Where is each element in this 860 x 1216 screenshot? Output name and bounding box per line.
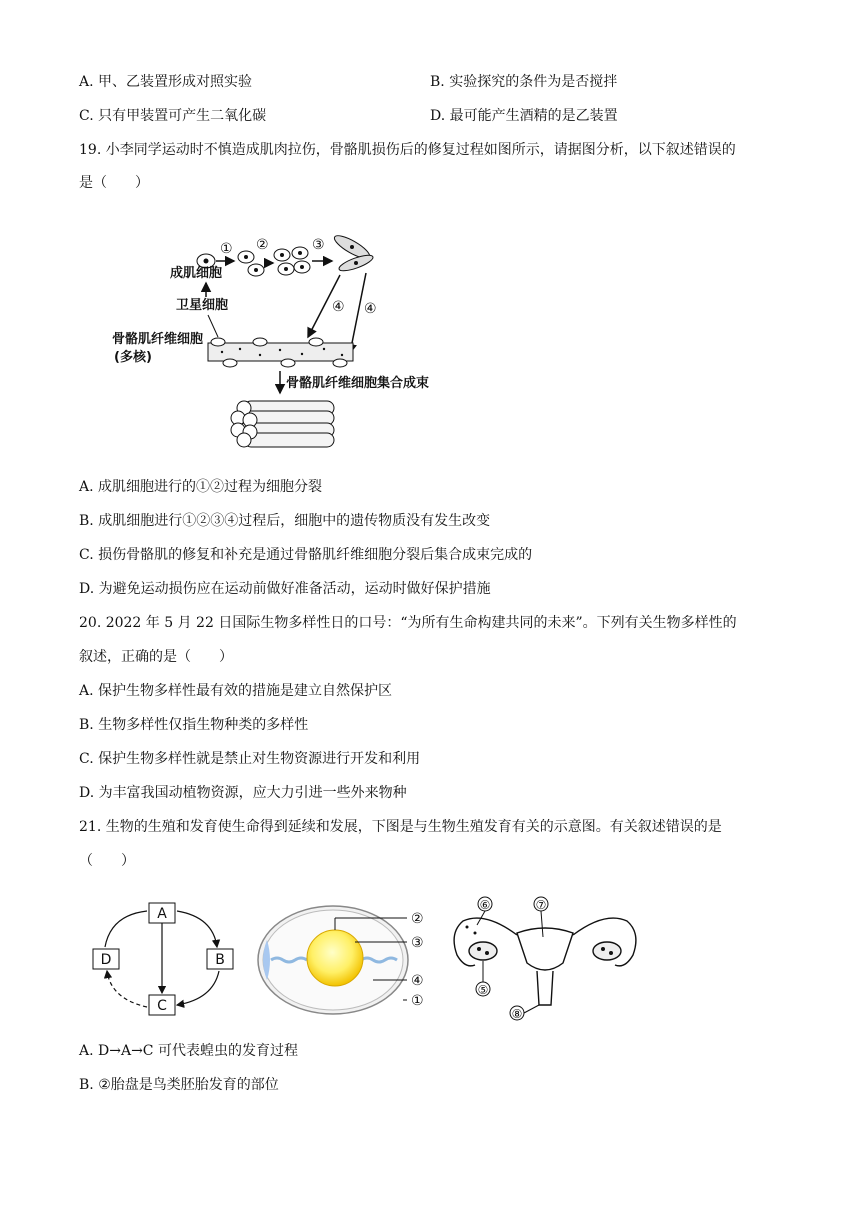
- ovary-right: [593, 942, 621, 960]
- q18-option-d: D. 最可能产生酒精的是乙装置: [430, 108, 618, 124]
- q20-stem-line1: 20. 2022 年 5 月 22 日国际生物多样性日的口号：“为所有生命构建共同的未来”。下列有关生物多样性的: [79, 615, 737, 631]
- ovary-left: [469, 942, 497, 960]
- q18-option-a: A. 甲、乙装置形成对照实验: [79, 74, 253, 90]
- organ-label-8: ⑧: [511, 1007, 523, 1021]
- arrow-c-to-d-dashed: [107, 971, 147, 1007]
- label-step-3: ③: [312, 237, 325, 253]
- arrow-d-to-a: [105, 911, 147, 947]
- q21-option-b: B. ②胎盘是鸟类胚胎发育的部位: [79, 1077, 279, 1093]
- stage-label-d: D: [100, 952, 112, 968]
- muscle-repair-figure: [110, 225, 450, 455]
- q19-stem-line1: 19. 小李同学运动时不慎造成肌肉拉伤，骨骼肌损伤后的修复过程如图所示，请据图分析，以下叙述错误的: [79, 142, 736, 158]
- female-reproductive-diagram: [445, 893, 645, 1023]
- q20-option-b: B. 生物多样性仅指生物种类的多样性: [79, 717, 309, 733]
- muscle-fiber-cell: [208, 338, 353, 367]
- bird-egg-diagram: [255, 900, 435, 1020]
- organ-label-5: ⑤: [477, 983, 489, 997]
- egg-label-1: ①: [411, 993, 424, 1009]
- vagina: [537, 971, 553, 1005]
- q20-option-d: D. 为丰富我国动植物资源，应大力引进一些外来物种: [79, 785, 407, 801]
- label-fiber-bundle: 骨骼肌纤维细胞集合成束: [286, 376, 430, 391]
- q21-stem-line1: 21. 生物的生殖和发育使生命得到延续和发展，下图是与生物生殖发育有关的示意图。有关叙述错误的是: [79, 819, 722, 835]
- q20-option-c: C. 保护生物多样性就是禁止对生物资源进行开发和利用: [79, 751, 421, 767]
- q20-stem-line2: 叙述，正确的是（ ）: [79, 649, 233, 665]
- label-step-1: ①: [220, 241, 233, 257]
- arrow-b-to-c: [177, 971, 219, 1005]
- q19-option-b: B. 成肌细胞进行①②③④过程后，细胞中的遗传物质没有发生改变: [79, 513, 491, 529]
- q20-option-a: A. 保护生物多样性最有效的措施是建立自然保护区: [79, 683, 393, 699]
- uterus: [517, 928, 573, 970]
- q21-stem-line2: （ ）: [79, 853, 135, 869]
- stage-label-a: A: [157, 906, 167, 922]
- q19-option-c: C. 损伤骨骼肌的修复和补充是通过骨骼肌纤维细胞分裂后集合成束完成的: [79, 547, 533, 563]
- egg-label-2: ②: [411, 911, 424, 927]
- pointer-satellite: [208, 315, 218, 337]
- q18-option-c: C. 只有甲装置可产生二氧化碳: [79, 108, 267, 124]
- myoblast-group: [274, 247, 310, 275]
- label-step-4b: ④: [364, 301, 377, 317]
- q18-option-b: B. 实验探究的条件为是否搅拌: [430, 74, 618, 90]
- myoblast-pair: [238, 251, 264, 276]
- egg-label-3: ③: [411, 935, 424, 951]
- q19-stem-line2: 是（ ）: [79, 175, 149, 191]
- q21-option-a: A. D→A→C 可代表蝗虫的发育过程: [79, 1043, 298, 1059]
- yolk: [307, 930, 363, 986]
- label-step-4a: ④: [332, 299, 345, 315]
- label-multinucleate: (多核): [114, 350, 152, 365]
- spindle-cells: [332, 232, 375, 274]
- arrow-a-to-b: [177, 911, 217, 947]
- q19-option-d: D. 为避免运动损伤应在运动前做好准备活动，运动时做好保护措施: [79, 581, 491, 597]
- organ-label-6: ⑥: [479, 898, 491, 912]
- stage-label-b: B: [215, 952, 225, 968]
- label-step-2: ②: [256, 237, 269, 253]
- muscle-fiber-bundle: [231, 401, 334, 447]
- egg-label-4: ④: [411, 973, 424, 989]
- label-myoblast: 成肌细胞: [170, 266, 223, 281]
- label-satellite-cell: 卫星细胞: [176, 298, 229, 313]
- q19-option-a: A. 成肌细胞进行的①②过程为细胞分裂: [79, 479, 323, 495]
- life-cycle-diagram: [85, 895, 245, 1025]
- label-muscle-fiber: 骨骼肌纤维细胞: [112, 332, 204, 347]
- organ-label-7: ⑦: [535, 898, 547, 912]
- stage-label-c: C: [157, 998, 167, 1014]
